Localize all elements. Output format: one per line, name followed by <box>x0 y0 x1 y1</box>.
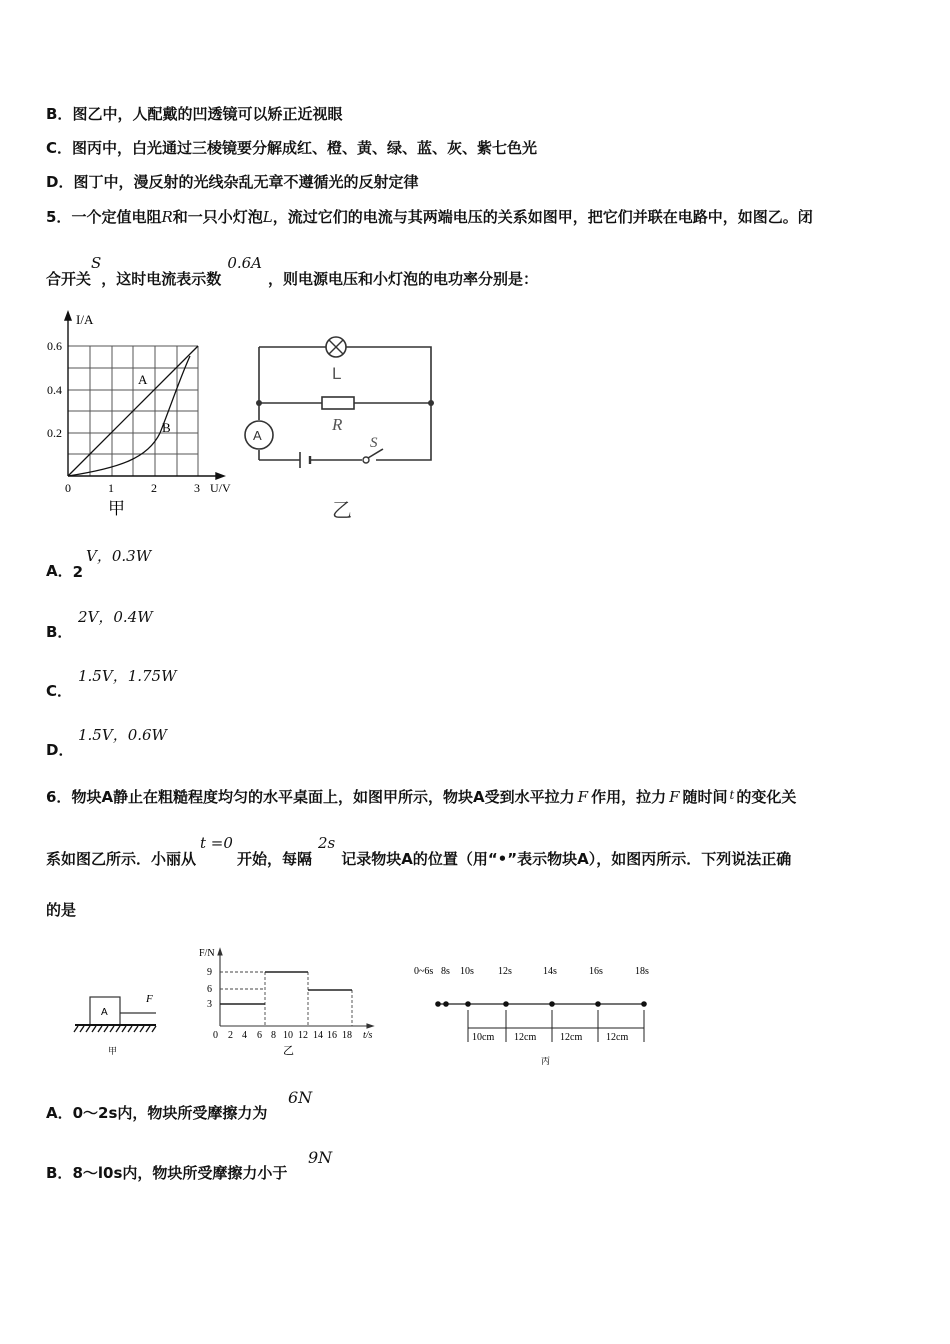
q5-option-c <box>46 680 72 701</box>
dashed-guides <box>220 972 352 1026</box>
x-tick: 18 <box>342 1030 352 1041</box>
option-letter: C． <box>46 139 73 157</box>
stem-text: ，这时电流表示数 <box>101 270 222 288</box>
figure-caption: 乙 <box>332 500 352 522</box>
graph-labels <box>199 948 373 1041</box>
resistor-icon <box>322 397 354 409</box>
x-tick: 0 <box>65 481 71 495</box>
option-letter: D． <box>46 741 74 759</box>
stem-text: 开始，每隔 <box>236 850 312 868</box>
q5-option-a <box>46 560 83 581</box>
q6-fig-jia <box>70 985 165 1060</box>
y-tick: 0.2 <box>47 426 62 440</box>
y-tick: 0.6 <box>47 339 62 353</box>
curve-label-b: B <box>162 420 171 435</box>
stem-text: 合开关 <box>46 270 92 288</box>
y-tick: 9 <box>207 967 212 978</box>
q4-option-b <box>46 103 342 124</box>
q6-option-a <box>46 1102 267 1123</box>
y-tick: 6 <box>207 984 212 995</box>
stem-text: ，流过它们的电流与其两端电压的关系如图甲，把它们并联在电路中，如图乙。闭 <box>272 208 813 226</box>
force-step-line <box>220 972 352 1004</box>
x-axis-label: U/V <box>210 481 231 495</box>
math-s: S <box>91 254 102 272</box>
time-label: 14s <box>543 966 557 977</box>
x-tick: 14 <box>313 1030 323 1041</box>
figure-caption: 丙 <box>541 1056 551 1066</box>
option-letter: B． <box>46 105 73 123</box>
switch-icon <box>363 449 383 463</box>
option-text: 图乙中，人配戴的凹透镜可以矫正近视眼 <box>72 105 343 123</box>
option-letter: B． <box>46 1164 73 1182</box>
q6-stem-line1 <box>46 786 796 807</box>
math-f: F <box>577 788 589 806</box>
x-tick: 2 <box>151 481 157 495</box>
figure-caption: 甲 <box>108 1046 118 1056</box>
option-prefix: 2 <box>72 563 84 581</box>
question-number: 6． <box>46 788 72 806</box>
distance-label: 12cm <box>514 1032 537 1043</box>
figure-caption: 乙 <box>283 1045 294 1057</box>
force-label: F <box>146 993 153 1005</box>
stem-text: 和一只小灯泡 <box>172 208 263 226</box>
lamp-label: L <box>332 364 342 383</box>
q5-option-b <box>46 621 72 642</box>
y-tick: 0.4 <box>47 383 62 397</box>
y-axis-label: I/A <box>76 312 94 327</box>
q5-graph-jia <box>40 308 250 523</box>
math-l: L <box>262 208 273 226</box>
junction-dot <box>256 400 262 406</box>
math-current: 0.6A <box>227 254 262 272</box>
x-tick: 16 <box>327 1030 337 1041</box>
q6-option-b <box>46 1162 287 1183</box>
time-label: 8s <box>441 966 450 977</box>
graph-axes <box>218 949 373 1028</box>
distance-labels <box>472 1032 628 1043</box>
q5-option-d <box>46 739 73 760</box>
curve-label-a: A <box>138 372 148 387</box>
q6-option-a-value: 6N <box>288 1088 313 1107</box>
stem-text: 随时间 <box>682 788 728 806</box>
time-label: 16s <box>589 966 603 977</box>
stem-text: 的变化关 <box>736 788 797 806</box>
stem-text: ，则电源电压和小灯泡的电功率分别是： <box>268 270 539 288</box>
y-tick: 3 <box>207 999 212 1010</box>
option-text: 图丙中，白光通过三棱镜要分解成红、橙、黄、绿、蓝、灰、紫七色光 <box>72 139 538 157</box>
distance-label: 12cm <box>606 1032 629 1043</box>
math-r: R <box>161 208 173 226</box>
option-letter: D． <box>46 173 74 191</box>
q4-option-d <box>46 171 418 192</box>
y-axis-label: F/N <box>199 948 215 959</box>
math-f: F <box>669 788 680 806</box>
junction-dot <box>428 400 434 406</box>
x-tick: 4 <box>242 1030 247 1041</box>
stem-text: 的是 <box>46 901 77 919</box>
x-axis-label: t/s <box>363 1030 373 1041</box>
time-label: 0~6s <box>414 966 434 977</box>
q5-stem-line2 <box>46 254 539 289</box>
q5-option-c-value: 1.5V，1.75W <box>78 667 177 685</box>
q5-option-b-value: 2V，0.4W <box>78 608 153 626</box>
switch-label: S <box>370 435 378 451</box>
q6-stem-line3 <box>46 899 76 920</box>
x-tick: 10 <box>283 1030 293 1041</box>
q6-option-b-value: 9N <box>308 1148 333 1167</box>
x-tick: 12 <box>298 1030 308 1041</box>
time-label: 10s <box>460 966 474 977</box>
stem-text: 物块A静止在粗糙程度均匀的水平桌面上，如图甲所示，物块A受到水平拉力 <box>71 788 575 806</box>
q5-option-a-value: V，0.3W <box>86 547 152 565</box>
option-letter: B． <box>46 623 73 641</box>
x-tick: 8 <box>271 1030 276 1041</box>
q5-stem-line1 <box>46 206 813 227</box>
x-tick: 6 <box>257 1030 262 1041</box>
lamp-icon <box>326 337 346 357</box>
x-tick: 3 <box>194 481 200 495</box>
option-text: 0～2s内，物块所受摩擦力为 <box>72 1104 268 1122</box>
q6-stem-line2 <box>46 834 792 869</box>
x-tick: 0 <box>213 1030 218 1041</box>
resistor-label: R <box>332 415 343 434</box>
figure-caption: 甲 <box>108 499 125 518</box>
battery-icon <box>300 452 310 468</box>
math-interval: 2s <box>317 834 336 852</box>
question-number: 5． <box>46 208 72 226</box>
q5-option-d-value: 1.5V，0.6W <box>78 726 167 744</box>
q4-option-c <box>46 137 537 158</box>
math-t0: t =0 <box>200 834 233 852</box>
distance-label: 12cm <box>560 1032 583 1043</box>
stem-text: 记录物块A的位置（用“•”表示物块A），如图丙所示．下列说法正确 <box>341 850 792 868</box>
table-hatch <box>74 1026 156 1032</box>
distance-label: 10cm <box>472 1032 495 1043</box>
math-t: t <box>729 788 735 802</box>
time-labels <box>414 966 649 977</box>
time-label: 18s <box>635 966 649 977</box>
x-tick: 1 <box>108 481 114 495</box>
q5-circuit-yi <box>240 325 450 530</box>
x-tick: 2 <box>228 1030 233 1041</box>
stem-text: 系如图乙所示．小丽从 <box>46 850 197 868</box>
option-letter: A． <box>46 562 73 580</box>
block-label: A <box>101 1007 108 1018</box>
time-label: 12s <box>498 966 512 977</box>
stem-text: 一个定值电阻 <box>71 208 162 226</box>
option-text: 8～l0s内，物块所受摩擦力小于 <box>72 1164 288 1182</box>
option-letter: A． <box>46 1104 73 1122</box>
q6-fig-bing <box>408 958 663 1073</box>
q6-fig-yi <box>195 942 385 1057</box>
stem-text: 作用，拉力 <box>591 788 667 806</box>
ammeter-label: A <box>253 428 262 443</box>
option-letter: C． <box>46 682 73 700</box>
option-text: 图丁中，漫反射的光线杂乱无章不遵循光的反射定律 <box>73 173 419 191</box>
